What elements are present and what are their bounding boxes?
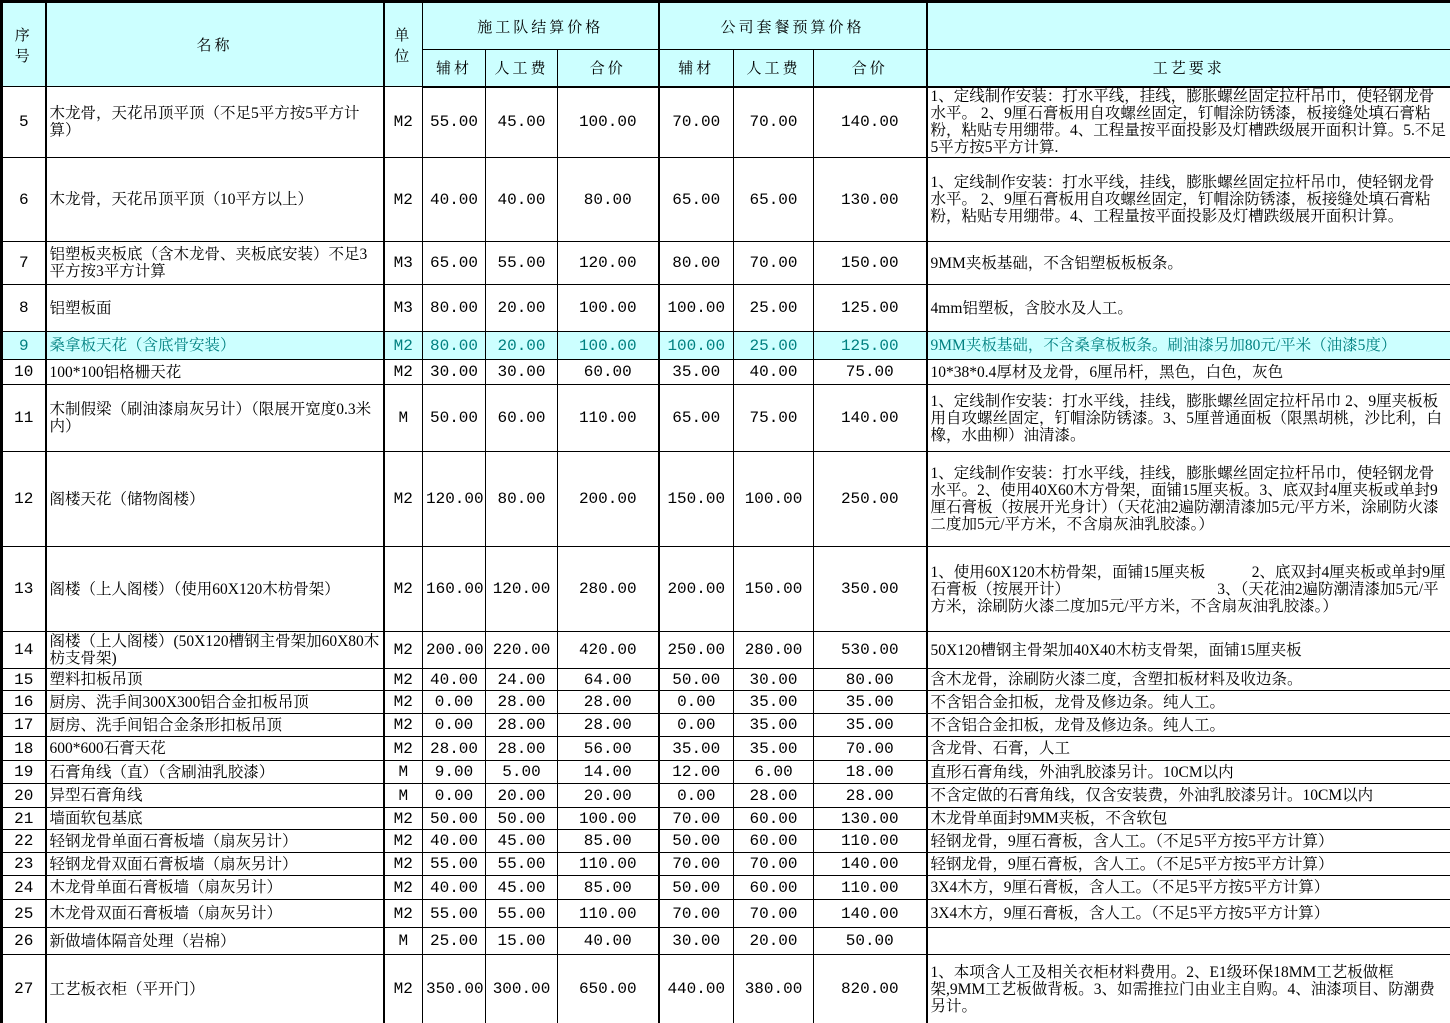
company-aux-price: 200.00 [659,547,734,632]
unit: M2 [384,876,423,900]
process-requirement: 含龙骨、石膏，人工 [927,737,1450,761]
process-requirement: 9MM夹板基础，不含桑拿板板条。刷油漆另加80元/平米（油漆5度） [927,332,1450,360]
company-labor-price: 35.00 [734,714,814,737]
company-labor-price: 280.00 [734,632,814,669]
table-row [2,285,1450,332]
process-requirement: 4mm铝塑板，含胶水及人工。 [927,285,1450,332]
team-labor-price: 28.00 [486,737,558,761]
company-labor-price: 65.00 [734,158,814,242]
item-name: 桑拿板天花（含底骨安装） [46,332,384,360]
process-requirement: 不含定做的石膏角线，仅含安装费，外油乳胶漆另计。10CM以内 [927,784,1450,808]
team-total-price: 420.00 [558,632,659,669]
unit: M2 [384,669,423,691]
process-requirement: 9MM夹板基础，不含铝塑板板板条。 [927,242,1450,285]
team-labor-price: 20.00 [486,285,558,332]
row-number: 21 [2,808,46,830]
company-aux-price: 70.00 [659,900,734,928]
team-aux-price: 200.00 [423,632,486,669]
team-total-price: 80.00 [558,158,659,242]
process-requirement: 3X4木方，9厘石膏板，含人工。（不足5平方按5平方计算） [927,900,1450,928]
process-requirement: 50X120槽钢主骨架加40X40木枋支骨架，面铺15厘夹板 [927,632,1450,669]
company-labor-price: 75.00 [734,385,814,452]
table-row [2,830,1450,853]
table-row [2,385,1450,452]
team-aux-price: 160.00 [423,547,486,632]
team-total-price: 200.00 [558,452,659,547]
item-name: 木龙骨单面石膏板墙（扇灰另计） [46,876,384,900]
item-name: 轻钢龙骨单面石膏板墙（扇灰另计） [46,830,384,853]
item-name: 100*100铝格栅天花 [46,360,384,385]
process-requirement: 1、使用60X120木枋骨架，面铺15厘夹板 2、底双封4厘夹板或单封9厘石膏板（按展开计） 3、（天花油2遍防潮清漆加5元/平方米，涂刷防火漆二度加5元/平方米，不含扇灰油乳胶漆。） [927,547,1450,632]
item-name: 塑料扣板吊顶 [46,669,384,691]
unit: M2 [384,158,423,242]
unit: M [384,385,423,452]
team-total-price: 20.00 [558,784,659,808]
team-aux-price: 55.00 [423,87,486,158]
table-row [2,808,1450,830]
row-number: 13 [2,547,46,632]
unit: M2 [384,632,423,669]
unit: M2 [384,332,423,360]
company-labor-price: 35.00 [734,691,814,714]
unit: M [384,761,423,784]
team-labor-price: 20.00 [486,332,558,360]
process-requirement: 不含铝合金扣板，龙骨及修边条。纯人工。 [927,714,1450,737]
row-number: 17 [2,714,46,737]
company-labor-price: 70.00 [734,242,814,285]
item-name: 石膏角线（直）（含刷油乳胶漆） [46,761,384,784]
company-aux-price: 30.00 [659,928,734,955]
table-row [2,853,1450,876]
company-labor-price: 60.00 [734,830,814,853]
header-process-spacer [927,2,1450,50]
company-aux-price: 0.00 [659,714,734,737]
team-aux-price: 28.00 [423,737,486,761]
team-aux-price: 0.00 [423,714,486,737]
company-total-price: 50.00 [814,928,927,955]
company-total-price: 530.00 [814,632,927,669]
item-name: 600*600石膏天花 [46,737,384,761]
company-total-price: 140.00 [814,87,927,158]
item-name: 阁楼（上人阁楼）（使用60X120木枋骨架） [46,547,384,632]
company-labor-price: 25.00 [734,285,814,332]
row-number: 19 [2,761,46,784]
company-labor-price: 70.00 [734,87,814,158]
company-aux-price: 100.00 [659,332,734,360]
company-total-price: 110.00 [814,830,927,853]
team-aux-price: 40.00 [423,669,486,691]
company-total-price: 140.00 [814,900,927,928]
table-row-highlighted [2,332,1450,360]
team-labor-price: 28.00 [486,714,558,737]
team-labor-price: 55.00 [486,853,558,876]
team-aux-price: 65.00 [423,242,486,285]
company-aux-price: 150.00 [659,452,734,547]
row-number: 6 [2,158,46,242]
unit: M3 [384,242,423,285]
team-labor-price: 55.00 [486,242,558,285]
team-total-price: 28.00 [558,714,659,737]
company-total-price: 28.00 [814,784,927,808]
team-total-price: 100.00 [558,808,659,830]
table-row [2,955,1450,1023]
company-aux-price: 70.00 [659,87,734,158]
team-aux-price: 55.00 [423,853,486,876]
process-requirement: 10*38*0.4厚材及龙骨，6厘吊杆，黑色，白色，灰色 [927,360,1450,385]
team-aux-price: 80.00 [423,285,486,332]
table-header [2,2,1450,87]
process-requirement: 1、定线制作安装：打水平线，挂线，膨胀螺丝固定拉杆吊巾 2、9厘夹板板用自攻螺丝固定，钉帽涂防锈漆。3、5厘普通面板（限黑胡桃，沙比利，白橡，水曲柳）油清漆。 [927,385,1450,452]
team-aux-price: 40.00 [423,158,486,242]
unit: M [384,928,423,955]
unit: M2 [384,808,423,830]
company-total-price: 350.00 [814,547,927,632]
company-aux-price: 35.00 [659,737,734,761]
team-total-price: 14.00 [558,761,659,784]
company-aux-price: 12.00 [659,761,734,784]
process-requirement: 直形石膏角线，外油乳胶漆另计。10CM以内 [927,761,1450,784]
row-number: 23 [2,853,46,876]
team-total-price: 100.00 [558,285,659,332]
company-labor-price: 28.00 [734,784,814,808]
table-row [2,714,1450,737]
unit: M2 [384,830,423,853]
item-name: 阁楼天花（储物阁楼） [46,452,384,547]
company-aux-price: 70.00 [659,808,734,830]
row-number: 12 [2,452,46,547]
process-requirement [927,928,1450,955]
table-row [2,928,1450,955]
company-aux-price: 440.00 [659,955,734,1023]
team-labor-price: 45.00 [486,830,558,853]
table-body [2,87,1450,1023]
item-name: 木龙骨双面石膏板墙（扇灰另计） [46,900,384,928]
row-number: 27 [2,955,46,1023]
company-aux-price: 80.00 [659,242,734,285]
table-row [2,158,1450,242]
team-aux-price: 120.00 [423,452,486,547]
company-labor-price: 380.00 [734,955,814,1023]
row-number: 24 [2,876,46,900]
team-labor-price: 24.00 [486,669,558,691]
table-row [2,87,1450,158]
row-number: 25 [2,900,46,928]
team-total-price: 100.00 [558,332,659,360]
company-aux-price: 50.00 [659,876,734,900]
team-aux-price: 0.00 [423,691,486,714]
company-total-price: 150.00 [814,242,927,285]
row-number: 10 [2,360,46,385]
table-row [2,691,1450,714]
table-row [2,900,1450,928]
header-unit: 单位 [384,2,423,87]
team-aux-price: 55.00 [423,900,486,928]
company-aux-price: 35.00 [659,360,734,385]
header-company-labor: 人工费 [734,50,814,87]
row-number: 18 [2,737,46,761]
team-labor-price: 5.00 [486,761,558,784]
table-row [2,784,1450,808]
team-total-price: 64.00 [558,669,659,691]
company-aux-price: 250.00 [659,632,734,669]
table-row [2,669,1450,691]
team-total-price: 110.00 [558,385,659,452]
header-company-total: 合价 [814,50,927,87]
company-total-price: 35.00 [814,714,927,737]
team-total-price: 56.00 [558,737,659,761]
company-labor-price: 60.00 [734,808,814,830]
header-team-aux: 辅材 [423,50,486,87]
unit: M2 [384,452,423,547]
company-total-price: 35.00 [814,691,927,714]
item-name: 墙面软包基底 [46,808,384,830]
team-total-price: 110.00 [558,853,659,876]
company-total-price: 70.00 [814,737,927,761]
company-labor-price: 25.00 [734,332,814,360]
company-total-price: 75.00 [814,360,927,385]
process-requirement: 不含铝合金扣板，龙骨及修边条。纯人工。 [927,691,1450,714]
unit: M2 [384,900,423,928]
item-name: 铝塑板夹板底（含木龙骨、夹板底安装）不足3平方按3平方计算 [46,242,384,285]
team-aux-price: 0.00 [423,784,486,808]
company-labor-price: 20.00 [734,928,814,955]
row-number: 15 [2,669,46,691]
team-aux-price: 40.00 [423,830,486,853]
company-total-price: 110.00 [814,876,927,900]
team-labor-price: 45.00 [486,876,558,900]
item-name: 木制假梁（刷油漆扇灰另计）（限展开宽度0.3米内） [46,385,384,452]
team-labor-price: 60.00 [486,385,558,452]
team-total-price: 280.00 [558,547,659,632]
header-company-aux: 辅材 [659,50,734,87]
team-total-price: 40.00 [558,928,659,955]
item-name: 阁楼（上人阁楼）(50X120槽钢主骨架加60X80木枋支骨架) [46,632,384,669]
company-labor-price: 60.00 [734,876,814,900]
team-labor-price: 300.00 [486,955,558,1023]
header-name: 名称 [46,2,384,87]
team-aux-price: 50.00 [423,808,486,830]
table-row [2,547,1450,632]
team-labor-price: 40.00 [486,158,558,242]
team-labor-price: 120.00 [486,547,558,632]
team-labor-price: 30.00 [486,360,558,385]
table-row [2,242,1450,285]
row-number: 11 [2,385,46,452]
team-labor-price: 80.00 [486,452,558,547]
company-aux-price: 50.00 [659,669,734,691]
company-aux-price: 70.00 [659,853,734,876]
item-name: 铝塑板面 [46,285,384,332]
row-number: 26 [2,928,46,955]
row-number: 22 [2,830,46,853]
team-aux-price: 30.00 [423,360,486,385]
process-requirement: 3X4木方，9厘石膏板，含人工。（不足5平方按5平方计算） [927,876,1450,900]
team-total-price: 650.00 [558,955,659,1023]
company-labor-price: 70.00 [734,900,814,928]
unit: M2 [384,714,423,737]
team-aux-price: 50.00 [423,385,486,452]
table-row [2,360,1450,385]
team-labor-price: 28.00 [486,691,558,714]
company-aux-price: 50.00 [659,830,734,853]
row-number: 16 [2,691,46,714]
company-aux-price: 0.00 [659,691,734,714]
process-requirement: 含木龙骨，涂刷防火漆二度，含塑扣板材料及收边条。 [927,669,1450,691]
unit: M2 [384,691,423,714]
header-team-total: 合价 [558,50,659,87]
row-number: 20 [2,784,46,808]
team-total-price: 60.00 [558,360,659,385]
company-total-price: 125.00 [814,332,927,360]
header-no: 序号 [2,2,46,87]
company-labor-price: 6.00 [734,761,814,784]
process-requirement: 轻钢龙骨，9厘石膏板，含人工。（不足5平方按5平方计算） [927,853,1450,876]
row-number: 7 [2,242,46,285]
team-aux-price: 25.00 [423,928,486,955]
team-total-price: 110.00 [558,900,659,928]
unit: M2 [384,360,423,385]
team-aux-price: 350.00 [423,955,486,1023]
company-total-price: 250.00 [814,452,927,547]
team-total-price: 28.00 [558,691,659,714]
item-name: 轻钢龙骨双面石膏板墙（扇灰另计） [46,853,384,876]
unit: M [384,784,423,808]
row-number: 8 [2,285,46,332]
unit: M2 [384,87,423,158]
company-total-price: 130.00 [814,158,927,242]
company-total-price: 140.00 [814,853,927,876]
company-total-price: 80.00 [814,669,927,691]
company-labor-price: 40.00 [734,360,814,385]
row-number: 14 [2,632,46,669]
company-aux-price: 100.00 [659,285,734,332]
process-requirement: 1、定线制作安装：打水平线，挂线，膨胀螺丝固定拉杆吊巾，使轻钢龙骨水平。2、使用40X60木方骨架，面铺15厘夹板。3、底双封4厘夹板或单封9厘石膏板（按展开光身计）（天花油2遍防潮清漆加5元/平方米，涂刷防火漆二度加5元/平方米，不含扇灰油乳胶漆。） [927,452,1450,547]
team-total-price: 120.00 [558,242,659,285]
table-row [2,452,1450,547]
company-aux-price: 0.00 [659,784,734,808]
company-aux-price: 65.00 [659,385,734,452]
team-total-price: 85.00 [558,876,659,900]
team-labor-price: 50.00 [486,808,558,830]
item-name: 木龙骨，天花吊顶平顶（不足5平方按5平方计算） [46,87,384,158]
company-aux-price: 65.00 [659,158,734,242]
process-requirement: 1、本项含人工及相关衣柜材料费用。2、E1级环保18MM工艺板做框架,9MM工艺板做背板。3、如需推拉门由业主自购。4、油漆项目、防潮费另计。 [927,955,1450,1023]
company-total-price: 125.00 [814,285,927,332]
process-requirement: 1、定线制作安装：打水平线，挂线，膨胀螺丝固定拉杆吊巾，使轻钢龙骨水平。 2、9厘石膏板用自攻螺丝固定，钉帽涂防锈漆，板接缝处填石膏粘粉，粘贴专用绷带。4、工程量按平面投影及灯槽跌级展开面积计算。 [927,158,1450,242]
unit: M2 [384,955,423,1023]
process-requirement: 木龙骨单面封9MM夹板，不含软包 [927,808,1450,830]
company-total-price: 130.00 [814,808,927,830]
team-total-price: 85.00 [558,830,659,853]
team-labor-price: 20.00 [486,784,558,808]
table-row [2,737,1450,761]
company-labor-price: 100.00 [734,452,814,547]
item-name: 木龙骨，天花吊顶平顶（10平方以上） [46,158,384,242]
company-labor-price: 70.00 [734,853,814,876]
process-requirement: 轻钢龙骨，9厘石膏板，含人工。（不足5平方按5平方计算） [927,830,1450,853]
unit: M2 [384,853,423,876]
table-row [2,876,1450,900]
team-aux-price: 80.00 [423,332,486,360]
item-name: 工艺板衣柜（平开门） [46,955,384,1023]
team-labor-price: 220.00 [486,632,558,669]
team-total-price: 100.00 [558,87,659,158]
unit: M2 [384,547,423,632]
company-labor-price: 35.00 [734,737,814,761]
team-aux-price: 40.00 [423,876,486,900]
item-name: 新做墙体隔音处理（岩棉） [46,928,384,955]
row-number: 9 [2,332,46,360]
company-total-price: 140.00 [814,385,927,452]
header-company-group: 公司套餐预算价格 [659,2,927,50]
team-aux-price: 9.00 [423,761,486,784]
process-requirement: 1、定线制作安装：打水平线，挂线，膨胀螺丝固定拉杆吊巾，使轻钢龙骨水平。 2、9厘石膏板用自攻螺丝固定，钉帽涂防锈漆，板接缝处填石膏粘粉，粘贴专用绷带。4、工程量按平面投影及灯槽跌级展开面积计算。5.不足5平方按5平方计算. [927,87,1450,158]
table-row [2,632,1450,669]
company-total-price: 820.00 [814,955,927,1023]
table-row [2,761,1450,784]
company-labor-price: 150.00 [734,547,814,632]
company-total-price: 18.00 [814,761,927,784]
header-team-labor: 人工费 [486,50,558,87]
row-number: 5 [2,87,46,158]
team-labor-price: 55.00 [486,900,558,928]
team-labor-price: 45.00 [486,87,558,158]
unit: M3 [384,285,423,332]
team-labor-price: 15.00 [486,928,558,955]
unit: M2 [384,737,423,761]
header-team-group: 施工队结算价格 [423,2,659,50]
item-name: 厨房、洗手间300X300铝合金扣板吊顶 [46,691,384,714]
header-process: 工艺要求 [927,50,1450,87]
item-name: 异型石膏角线 [46,784,384,808]
company-labor-price: 30.00 [734,669,814,691]
item-name: 厨房、洗手间铝合金条形扣板吊顶 [46,714,384,737]
